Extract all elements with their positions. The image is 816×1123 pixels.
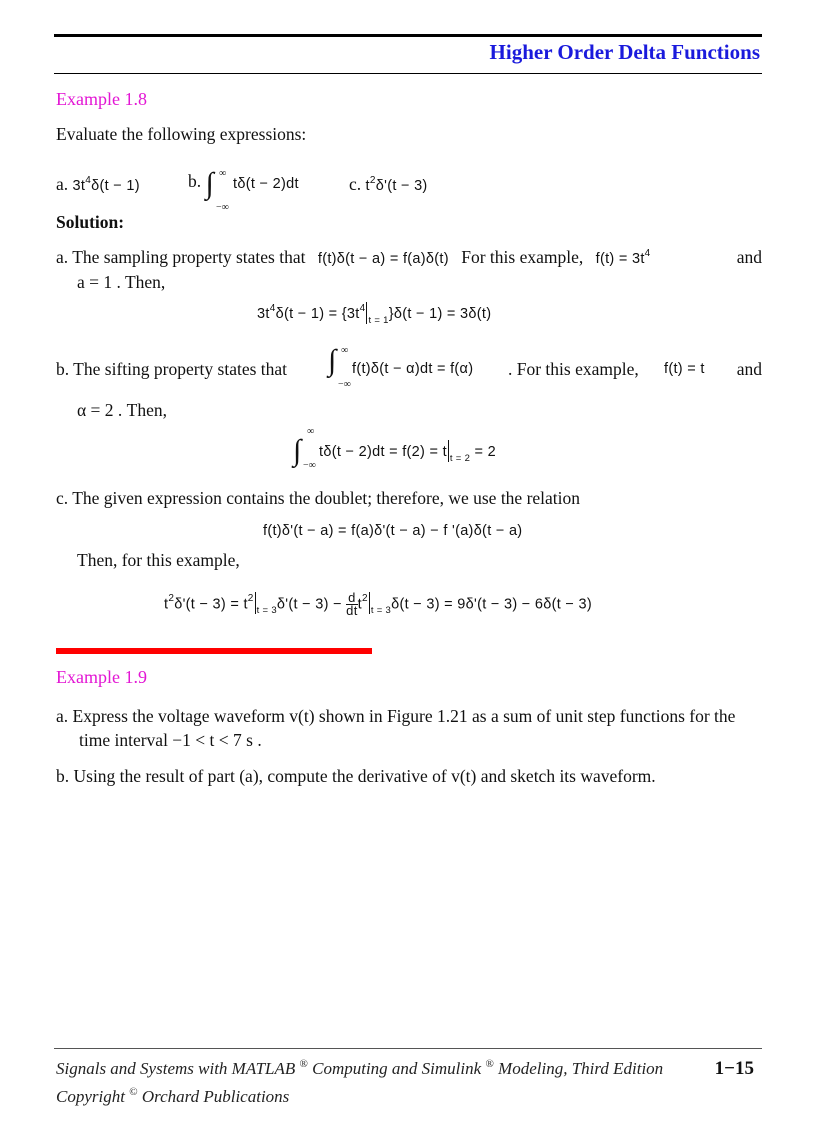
part-c-line-1: c. The given expression contains the doublet; therefore, we use the relation	[56, 488, 581, 508]
header-underline	[54, 73, 762, 74]
part-b-line-1: b. The sifting property states that ∫ ∞ −∞ f(t)δ(t − α)dt = f(α) . For this example, f(t) = t and	[56, 344, 762, 390]
example-1-8-title: Example 1.8	[56, 89, 147, 109]
part-b-line-2: α = 2 . Then,	[77, 400, 167, 420]
footer-book-title: Signals and Systems with MATLAB ® Computing and Simulink ® Modeling, Third Edition	[56, 1058, 664, 1078]
top-rule	[54, 34, 762, 37]
part-a-equation: $3t^4\delta(t - 1) = \{3t^4_{t = 1}\}\delta(t - 1) = 3\delta(t)$	[257, 303, 492, 326]
part-c-line-2: Then, for this example,	[77, 550, 240, 570]
footer-copyright: Copyright © Orchard Publications	[56, 1086, 290, 1106]
section-separator	[56, 648, 372, 654]
example-1-8-intro: Evaluate the following expressions:	[56, 124, 307, 144]
expression-b: b. ∫ ∞ −∞ tδ(t − 2)dt	[188, 167, 299, 213]
example-1-9-part-a-line-1: a. Express the voltage waveform v(t) shown in Figure 1.21 as a sum of unit step functions for the	[56, 706, 736, 726]
page-number: 1−15	[714, 1058, 754, 1079]
solution-label: Solution:	[56, 212, 125, 232]
part-a-line-1: a. The sampling property states that f(t)δ(t − a) = f(a)δ(t) For this example, $f(t) = 3t^4$ and	[56, 247, 762, 267]
page-header-title: Higher Order Delta Functions	[489, 40, 760, 64]
example-1-9-part-b: b. Using the result of part (a), compute the derivative of v(t) and sketch its waveform.	[56, 766, 656, 786]
doublet-relation: f(t)δ'(t − a) = f(a)δ'(t − a) − f '(a)δ(t − a)	[263, 523, 523, 539]
example-1-9-part-a-line-2: time interval −1 < t < 7 s .	[79, 730, 262, 750]
example-1-9-title: Example 1.9	[56, 667, 147, 687]
part-a-line-2: a = 1 . Then,	[77, 272, 166, 292]
expression-c: c. $t^2\delta'(t - 3)$	[349, 174, 428, 194]
footer-rule	[54, 1048, 762, 1049]
expression-a: a. $3t^4\delta(t - 1)$	[56, 174, 140, 194]
part-c-equation: $t^2\delta'(t - 3) = t^2_{t = 3}\delta'(t - 3)$ − $\frac{d}{dt}$ $t^2_{t = 3}\delta(t - 3) = 9\delta'(t - 3) - 6\delta(t - 3)$	[164, 590, 592, 618]
part-b-equation: ∫ ∞ −∞ tδ(t − 2)dt = f(2) = t $_{t = 2}$ = 2	[293, 426, 496, 471]
